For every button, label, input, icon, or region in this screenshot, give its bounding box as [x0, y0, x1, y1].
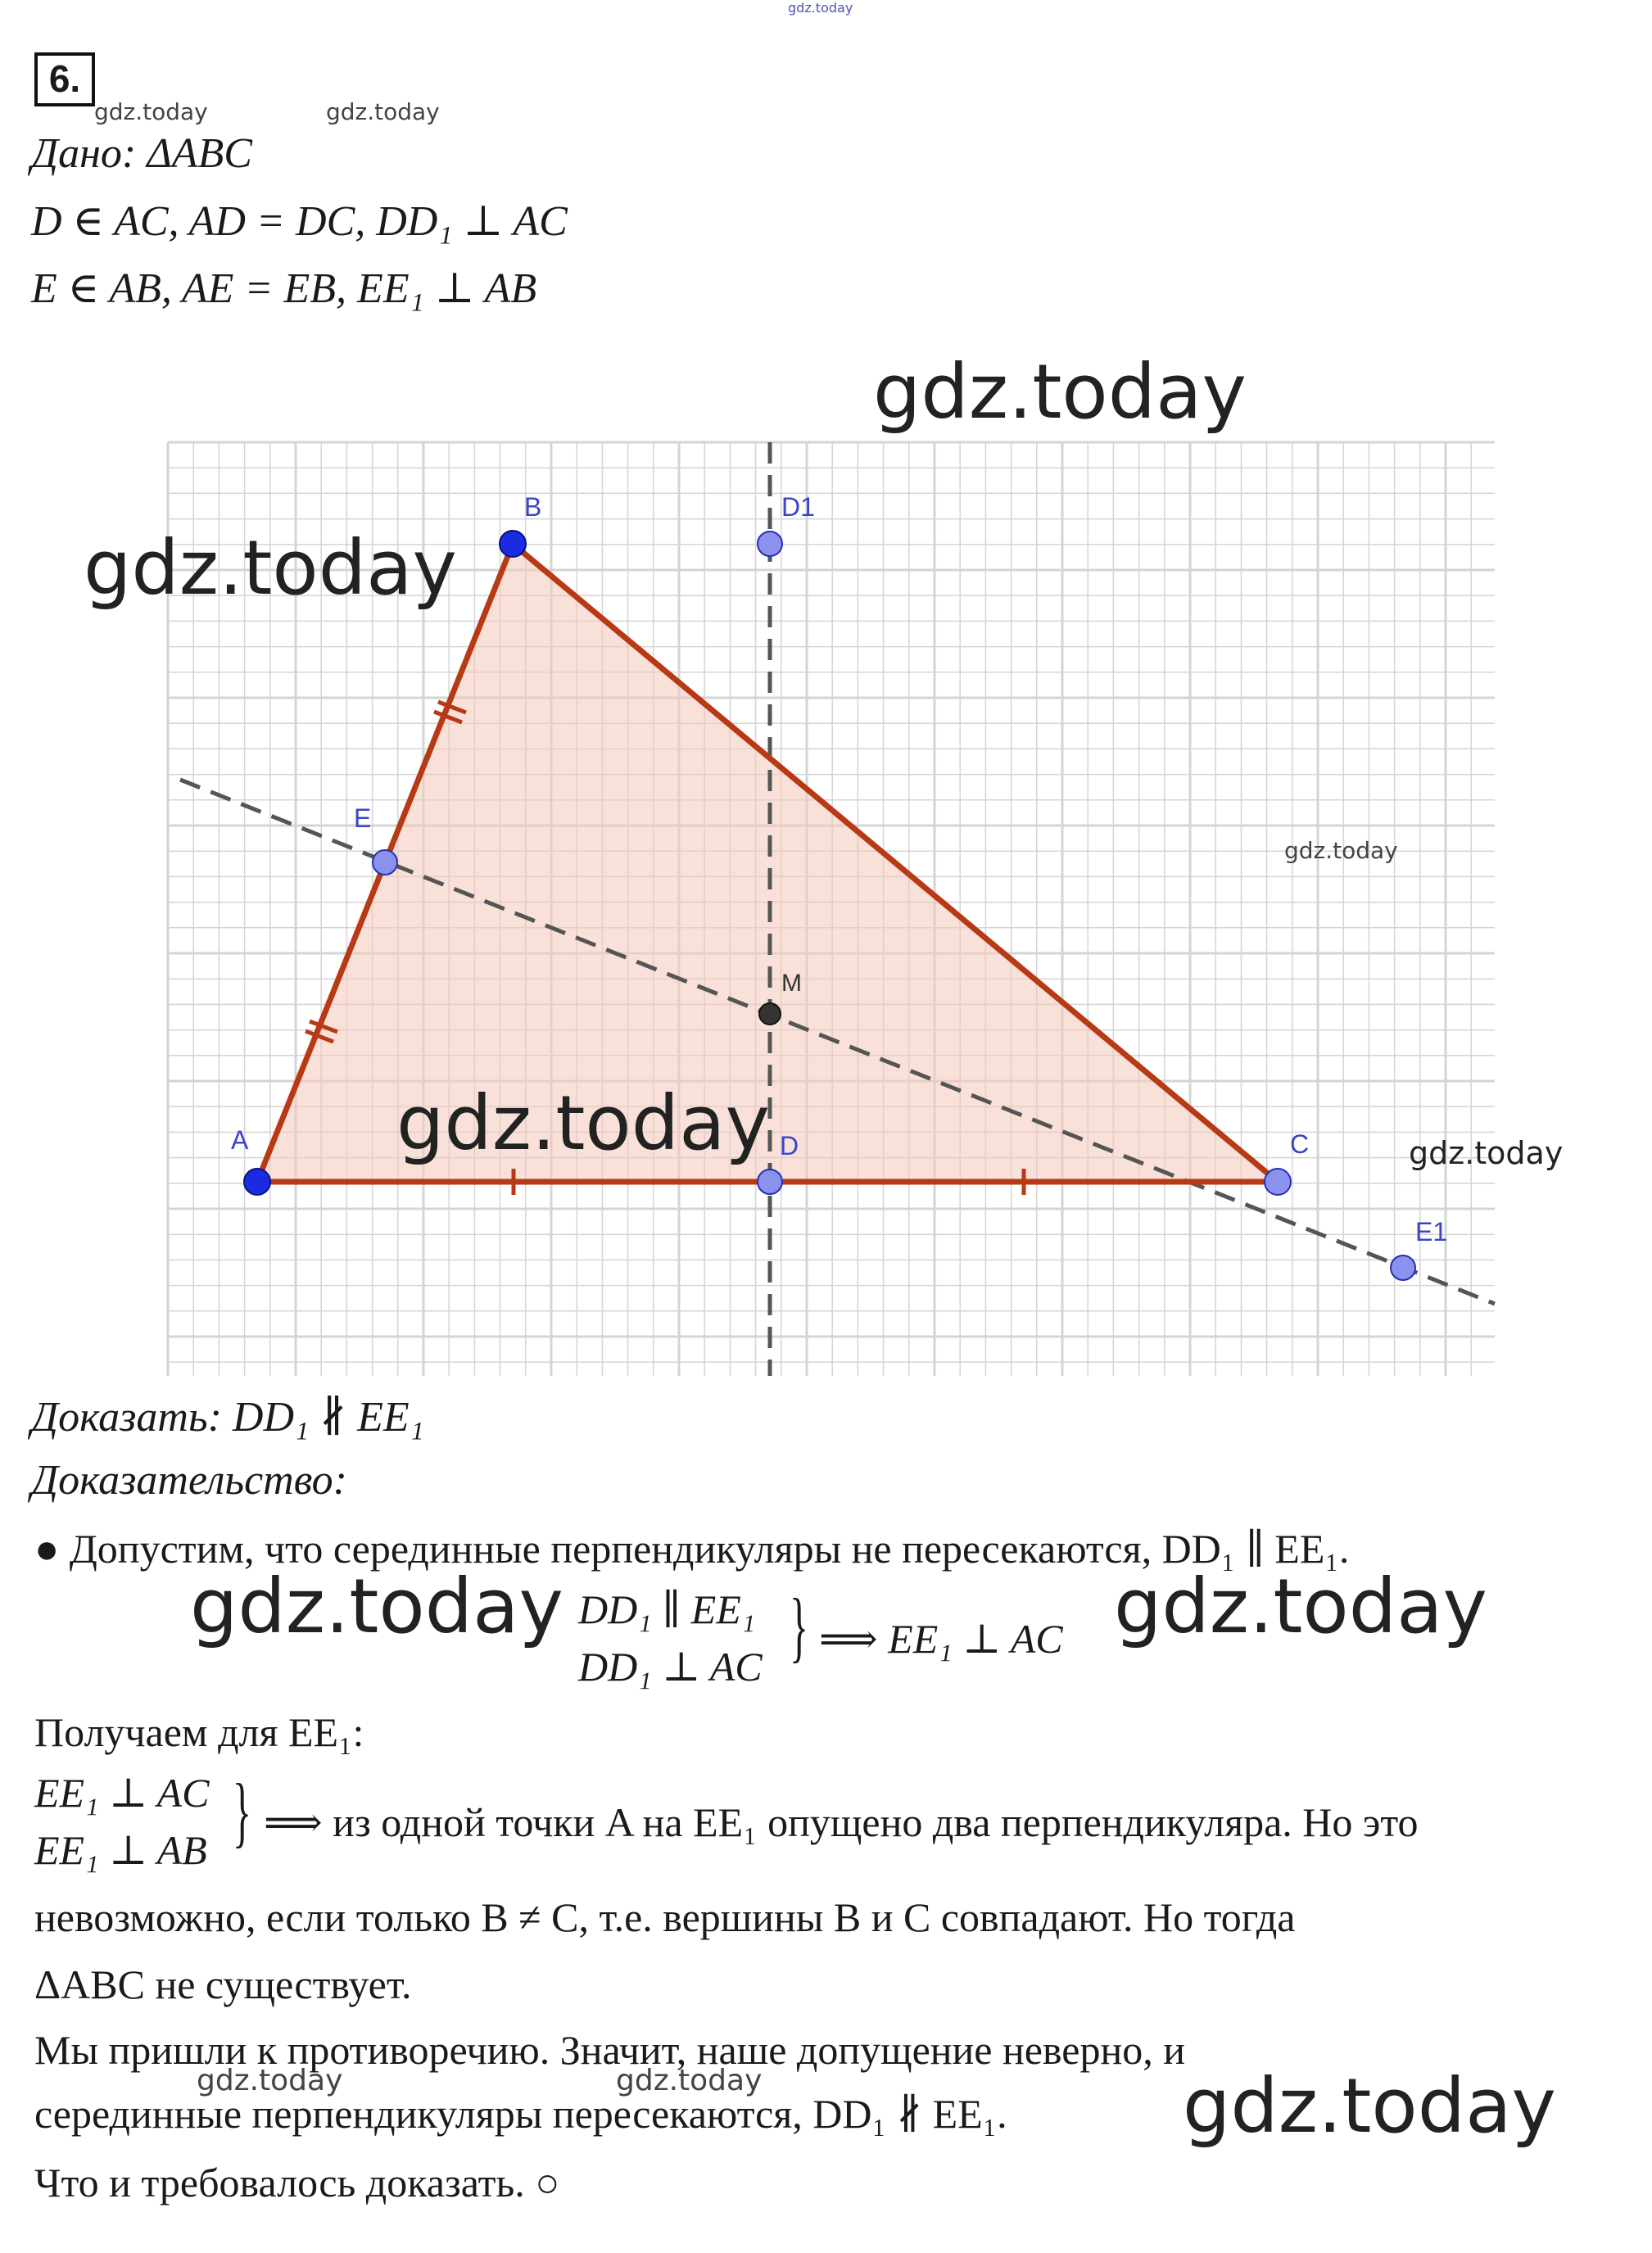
- proof-line: ΔABC не существует.: [34, 1961, 412, 2007]
- watermark-large: gdz.today: [84, 524, 457, 612]
- watermark-large: gdz.today: [190, 1563, 563, 1650]
- label-a: A: [231, 1125, 249, 1155]
- system2-line-b: EE₁ ⊥ AB: [34, 1827, 207, 1873]
- point-d1: [758, 532, 782, 556]
- point-a: [244, 1169, 270, 1195]
- point-m: [759, 1003, 781, 1025]
- watermark-large: gdz.today: [1183, 2062, 1556, 2150]
- brace-right: }: [790, 1582, 809, 1670]
- proof-assumption: ● Допустим, что серединные перпендикуляры не пересекаются, DD₁ ∥ EE₁.: [34, 1526, 1350, 1572]
- watermark-small: gdz.today: [94, 98, 208, 125]
- point-b: [500, 531, 526, 557]
- get-for-line: Получаем для EE₁:: [34, 1709, 364, 1755]
- watermark-small: gdz.today: [197, 2064, 343, 2097]
- label-d1: D1: [781, 492, 815, 522]
- label-c: C: [1290, 1129, 1310, 1159]
- system2-result: ⟹ из одной точки A на EE₁ опущено два перпендикуляра. Но это: [264, 1799, 1419, 1845]
- brace-right: }: [233, 1767, 252, 1855]
- given-line: E ∈ AB, AE = EB, EE₁ ⊥ AB: [31, 265, 537, 312]
- system2-line-a: EE₁ ⊥ AC: [34, 1770, 210, 1816]
- point-d: [758, 1169, 782, 1194]
- watermark-top: gdz.today: [788, 0, 853, 16]
- label-e: E: [354, 803, 372, 833]
- point-e: [373, 850, 397, 875]
- watermark-medium: gdz.today: [1409, 1135, 1564, 1171]
- watermark-small: gdz.today: [1284, 837, 1398, 864]
- watermark-large: gdz.today: [396, 1079, 770, 1167]
- label-d: D: [780, 1131, 799, 1160]
- system1-result: ⟹ EE₁ ⊥ AC: [819, 1616, 1063, 1662]
- qed-line: Что и требовалось доказать. ○: [34, 2160, 560, 2205]
- proof-line: Мы пришли к противоречию. Значит, наше допущение неверно, и: [34, 2027, 1185, 2073]
- system1-line-a: DD₁ ∥ EE₁: [578, 1586, 756, 1632]
- system1-line-b: DD₁ ⊥ AC: [578, 1644, 763, 1690]
- proof-title: Доказательство:: [31, 1457, 347, 1504]
- problem-number: 6.: [34, 52, 95, 106]
- label-e1: E1: [1415, 1217, 1448, 1246]
- watermark-small: gdz.today: [616, 2064, 763, 2097]
- label-m: M: [781, 970, 802, 997]
- label-b: B: [524, 492, 542, 522]
- watermark-large: gdz.today: [873, 348, 1247, 436]
- prove-line: Доказать: DD₁ ∦ EE₁: [31, 1394, 424, 1441]
- proof-line: невозможно, если только B ≠ C, т.е. вершины B и C совпадают. Но тогда: [34, 1894, 1296, 1940]
- given-line: D ∈ AC, AD = DC, DD₁ ⊥ AC: [31, 198, 568, 245]
- proof-line: серединные перпендикуляры пересекаются, DD₁ ∦ EE₁.: [34, 2091, 1007, 2137]
- watermark-small: gdz.today: [326, 98, 440, 125]
- point-e1: [1391, 1255, 1415, 1280]
- given-line: Дано: ΔABC: [31, 130, 252, 177]
- watermark-large: gdz.today: [1114, 1563, 1487, 1650]
- point-c: [1265, 1169, 1291, 1195]
